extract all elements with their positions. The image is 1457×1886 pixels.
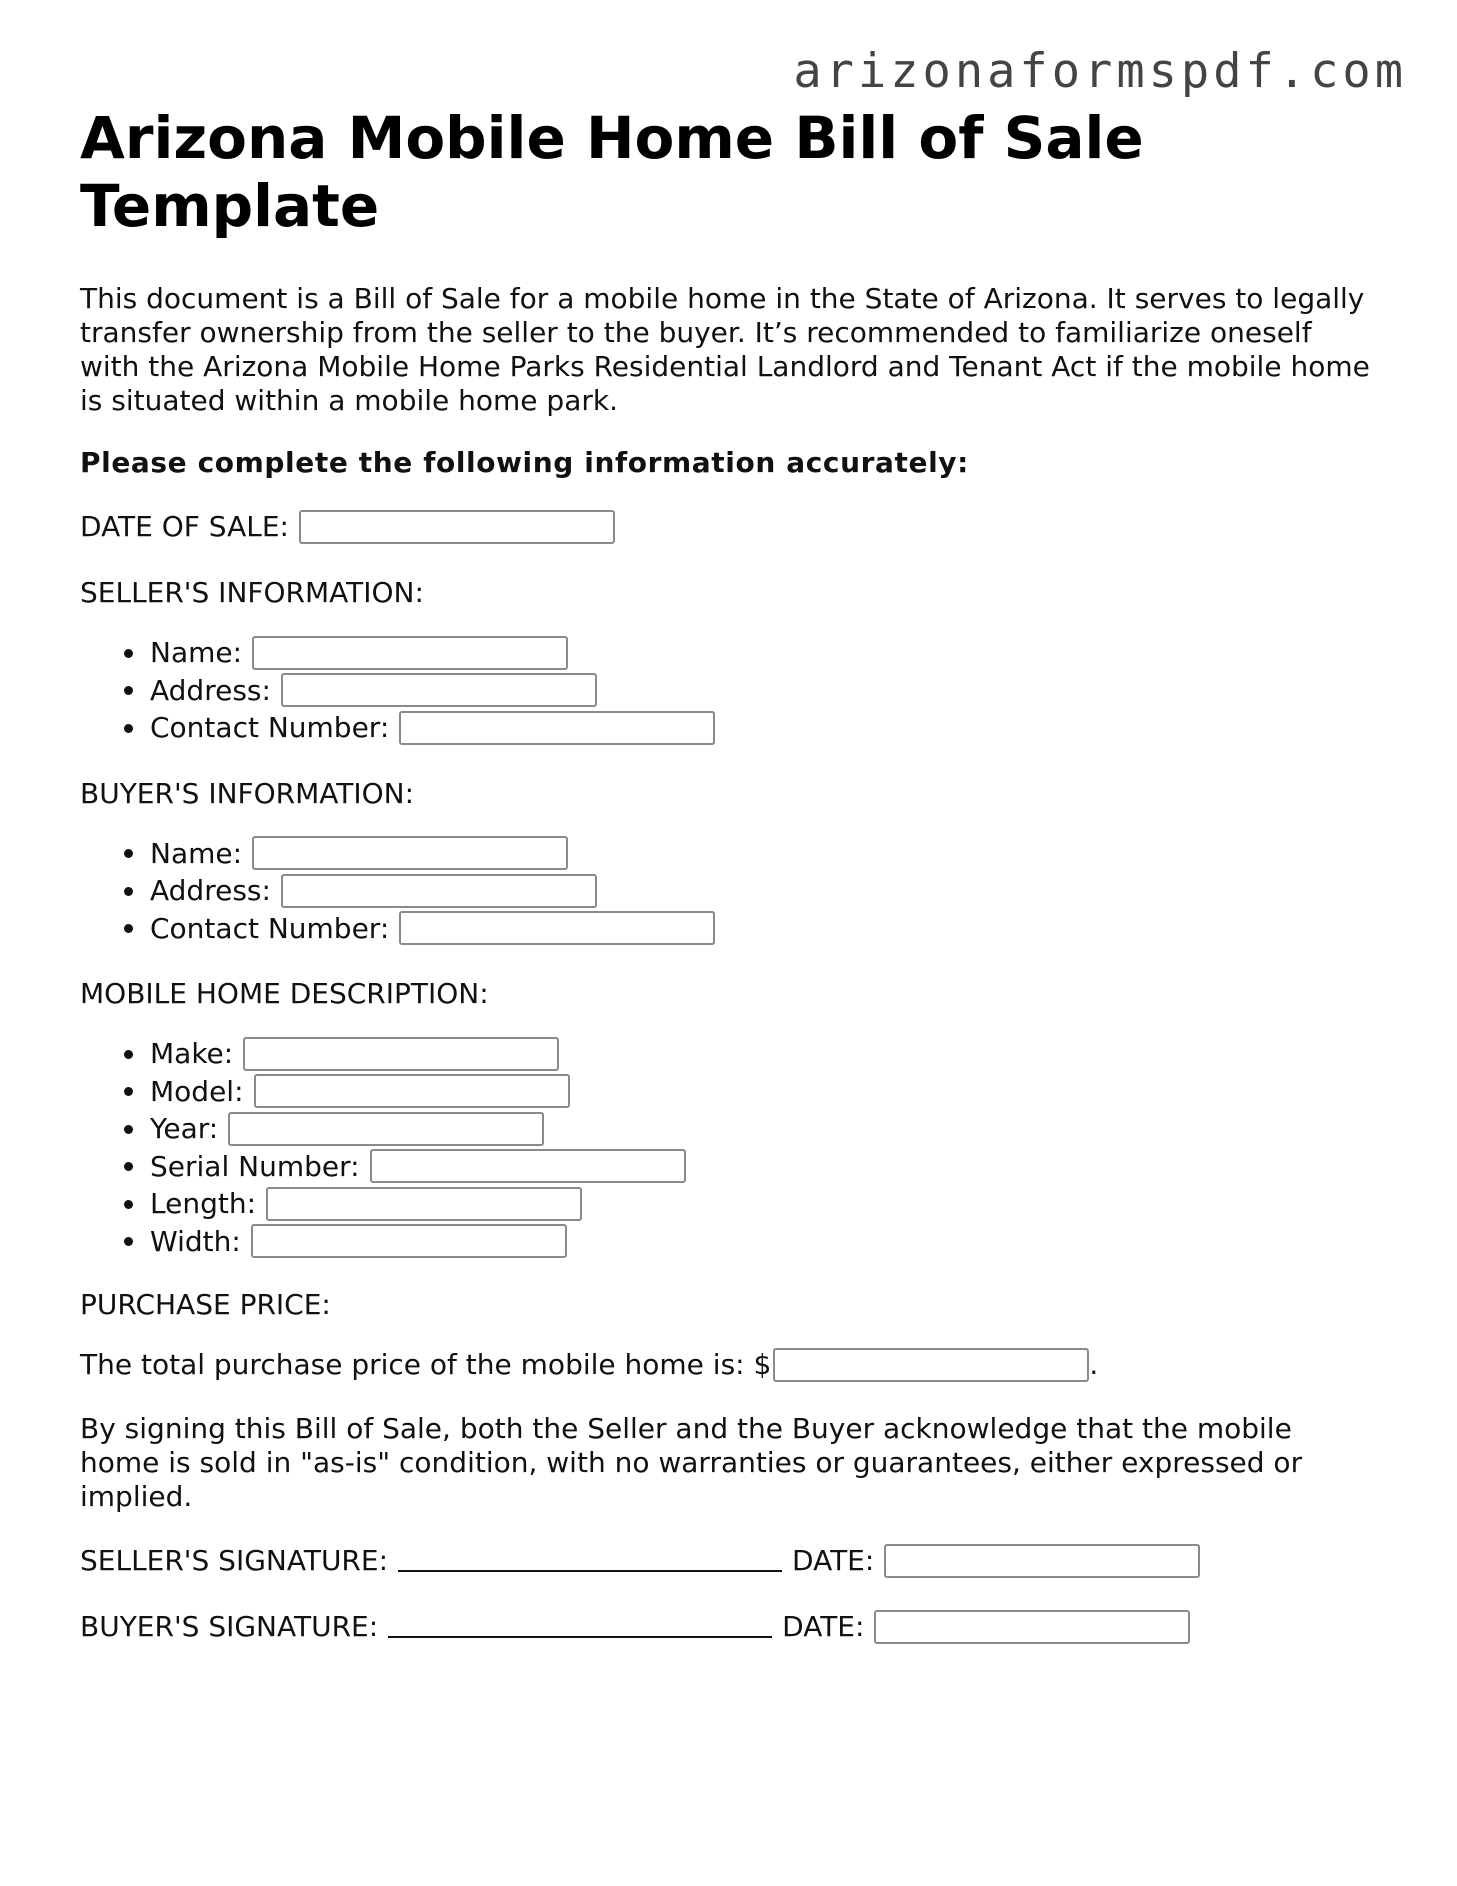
bullet-icon xyxy=(124,887,133,896)
seller-date-label: DATE: xyxy=(792,1544,875,1577)
buyer-fields xyxy=(80,835,1370,948)
mobile-home-heading: MOBILE HOME DESCRIPTION: xyxy=(80,977,489,1010)
length-input[interactable] xyxy=(266,1187,582,1221)
seller-name-label: Name: xyxy=(150,636,243,670)
watermark: arizonaformspdf.com xyxy=(793,44,1407,99)
bullet-icon xyxy=(124,724,133,733)
buyer-signature-line[interactable] xyxy=(388,1610,772,1638)
buyer-date-input[interactable] xyxy=(874,1610,1190,1644)
list-item xyxy=(150,1185,1370,1223)
purchase-price-row xyxy=(80,1346,1370,1384)
bullet-icon xyxy=(124,1050,133,1059)
form-document xyxy=(80,104,1370,1646)
list-item xyxy=(150,1148,1370,1186)
seller-date-input[interactable] xyxy=(884,1544,1200,1578)
instruction-text: Please complete the following information accurately: xyxy=(80,446,969,479)
seller-heading: SELLER'S INFORMATION: xyxy=(80,576,424,609)
seller-contact-input[interactable] xyxy=(399,711,715,745)
serial-number-input[interactable] xyxy=(370,1149,686,1183)
buyer-name-input[interactable] xyxy=(252,836,568,870)
buyer-signature-label: BUYER'S SIGNATURE: xyxy=(80,1610,379,1643)
date-of-sale-row xyxy=(80,508,1370,546)
seller-name-input[interactable] xyxy=(252,636,568,670)
acknowledgement-paragraph: By signing this Bill of Sale, both the Seller and the Buyer acknowledge that the mobile home is sold in "as-is" condition, with no warranties or guarantees, either expressed or implied. xyxy=(80,1412,1303,1513)
make-label: Make: xyxy=(150,1037,234,1071)
bullet-icon xyxy=(124,686,133,695)
list-item xyxy=(150,1223,1370,1261)
model-input[interactable] xyxy=(254,1074,570,1108)
seller-address-input[interactable] xyxy=(281,673,597,707)
purchase-price-text: The total purchase price of the mobile home is: $ xyxy=(80,1348,772,1381)
bullet-icon xyxy=(124,1200,133,1209)
bullet-icon xyxy=(124,849,133,858)
purchase-heading: PURCHASE PRICE: xyxy=(80,1288,331,1321)
buyer-contact-input[interactable] xyxy=(399,911,715,945)
make-input[interactable] xyxy=(243,1037,559,1071)
list-item xyxy=(150,910,1370,948)
seller-signature-label: SELLER'S SIGNATURE: xyxy=(80,1544,389,1577)
list-item xyxy=(150,672,1370,710)
intro-paragraph: This document is a Bill of Sale for a mobile home in the State of Arizona. It serves to legally transfer ownership from the seller to the buyer. It’s recommended to familiarize oneself with the Arizona Mobile Home Parks Residential Landlord and Tenant Act if the mobile home is situated within a mobile home park. xyxy=(80,282,1370,417)
bullet-icon xyxy=(124,1125,133,1134)
date-of-sale-input[interactable] xyxy=(299,510,615,544)
seller-signature-row xyxy=(80,1542,1370,1580)
width-label: Width: xyxy=(150,1224,241,1258)
year-label: Year: xyxy=(150,1112,219,1146)
list-item xyxy=(150,872,1370,910)
page-title: Arizona Mobile Home Bill of Sale Template xyxy=(80,104,1144,240)
bullet-icon xyxy=(124,924,133,933)
purchase-price-input[interactable] xyxy=(773,1348,1089,1382)
bullet-icon xyxy=(124,1162,133,1171)
seller-address-label: Address: xyxy=(150,673,271,707)
buyer-address-input[interactable] xyxy=(281,874,597,908)
seller-fields xyxy=(80,634,1370,747)
buyer-signature-row xyxy=(80,1608,1370,1646)
year-input[interactable] xyxy=(228,1112,544,1146)
seller-contact-label: Contact Number: xyxy=(150,711,390,745)
width-input[interactable] xyxy=(251,1224,567,1258)
length-label: Length: xyxy=(150,1187,257,1221)
list-item xyxy=(150,1110,1370,1148)
list-item xyxy=(150,1073,1370,1111)
buyer-address-label: Address: xyxy=(150,874,271,908)
list-item xyxy=(150,835,1370,873)
seller-signature-line[interactable] xyxy=(398,1544,782,1572)
buyer-name-label: Name: xyxy=(150,836,243,870)
date-of-sale-label: DATE OF SALE: xyxy=(80,510,289,543)
bullet-icon xyxy=(124,1087,133,1096)
list-item xyxy=(150,1035,1370,1073)
buyer-contact-label: Contact Number: xyxy=(150,911,390,945)
purchase-price-period: . xyxy=(1089,1348,1099,1381)
list-item xyxy=(150,709,1370,747)
model-label: Model: xyxy=(150,1074,244,1108)
list-item xyxy=(150,634,1370,672)
buyer-heading: BUYER'S INFORMATION: xyxy=(80,776,415,810)
serial-number-label: Serial Number: xyxy=(150,1149,360,1183)
buyer-date-label: DATE: xyxy=(782,1610,865,1643)
mobile-home-fields xyxy=(80,1035,1370,1260)
bullet-icon xyxy=(124,1237,133,1246)
bullet-icon xyxy=(124,649,133,658)
